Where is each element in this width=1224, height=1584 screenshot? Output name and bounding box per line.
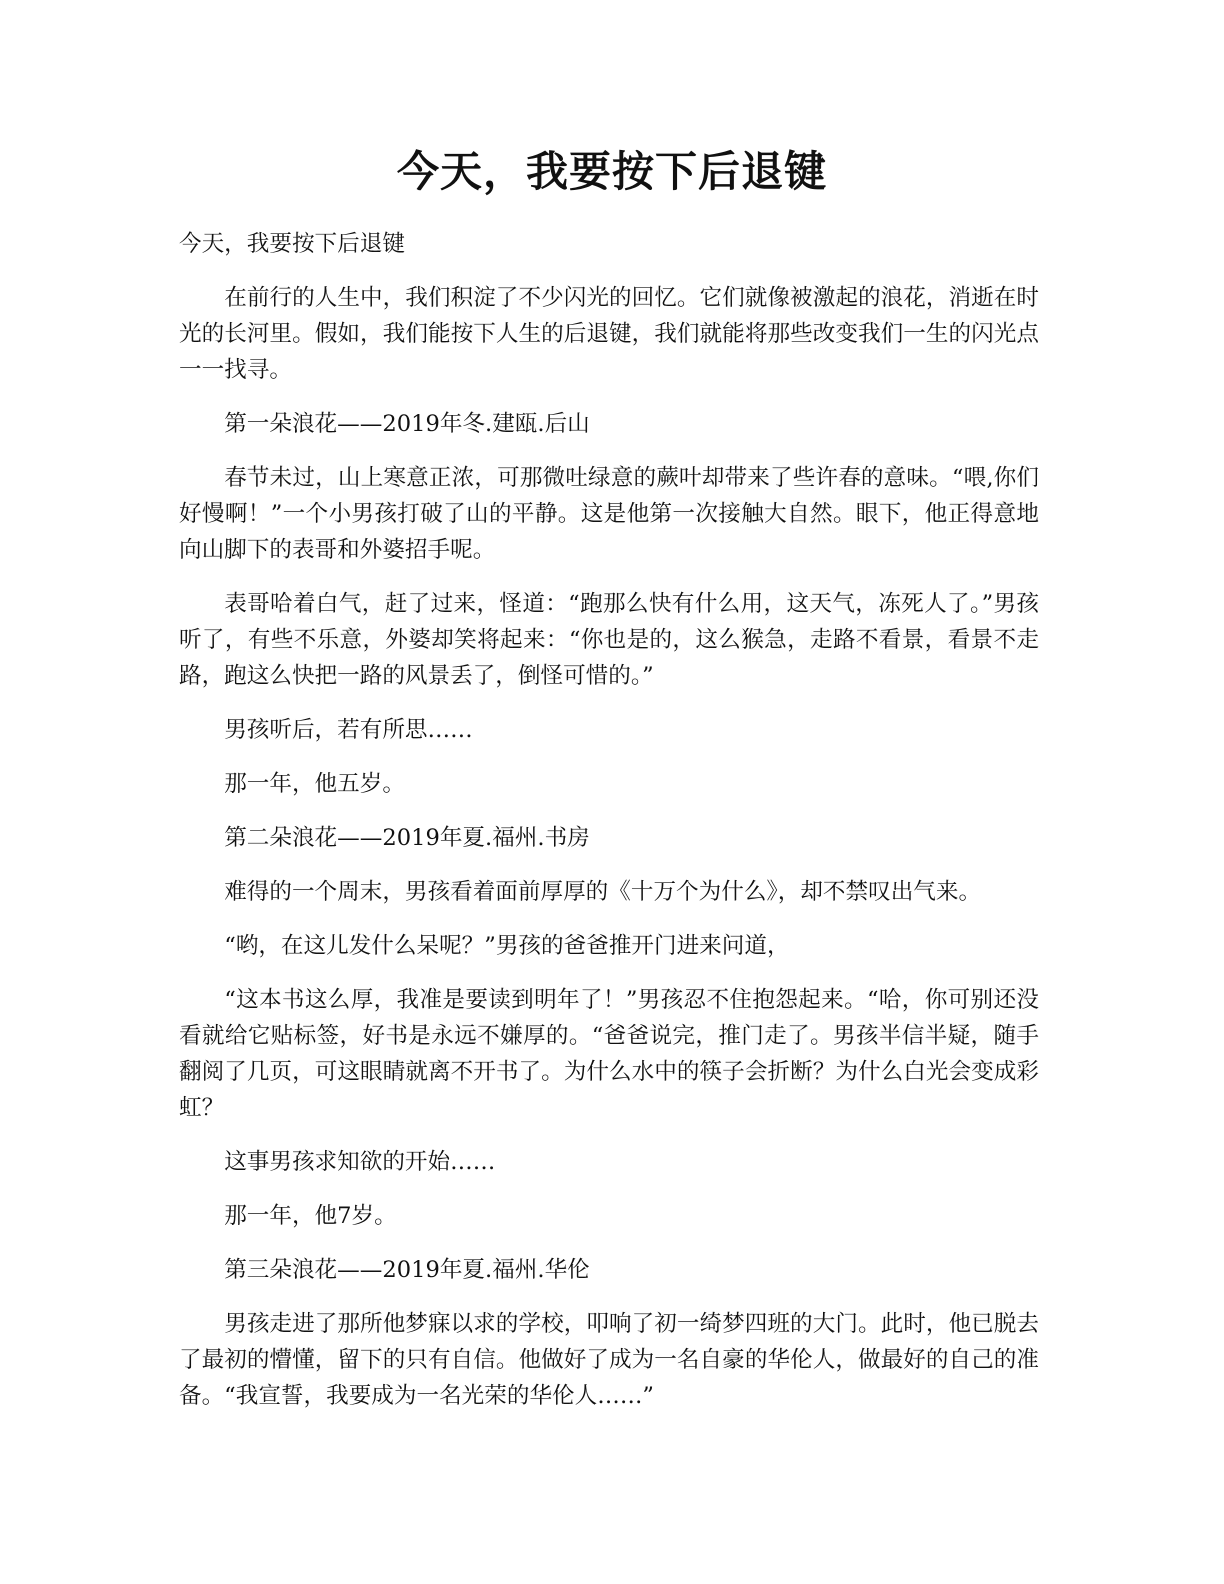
paragraph: 那一年，他五岁。 (224, 771, 405, 797)
paragraph: “哟，在这儿发什么呆呢？”男孩的爸爸推开门进来问道， (224, 933, 790, 959)
paragraph: 那一年，他7岁。 (224, 1203, 397, 1229)
paragraph: 表哥哈着白气，赶了过来，怪道：“跑那么快有什么用，这天气，冻死人了。”男孩听了，有些不乐意，外婆却笑将起来：“你也是的，这么猴急，走路不看景，看景不走路，跑这么快把一路的风景丢了，倒怪可惜的。” (179, 591, 1039, 689)
paragraph: 这事男孩求知欲的开始…… (224, 1149, 496, 1175)
section-heading: 第二朵浪花——2019年夏.福州.书房 (224, 825, 590, 851)
paragraph: 春节未过，山上寒意正浓，可那微吐绿意的蕨叶却带来了些许春的意味。“喂,你们好慢啊！”一个小男孩打破了山的平静。这是他第一次接触大自然。眼下，他正得意地向山脚下的表哥和外婆招手呢。 (179, 465, 1039, 563)
paragraph: 难得的一个周末，男孩看着面前厚厚的《十万个为什么》，却不禁叹出气来。 (224, 879, 982, 905)
section-heading: 第三朵浪花——2019年夏.福州.华伦 (224, 1257, 590, 1283)
document-title: 今天，我要按下后退键 (396, 147, 827, 196)
document-body (179, 226, 1039, 1432)
paragraph: 在前行的人生中，我们积淀了不少闪光的回忆。它们就像被激起的浪花，消逝在时光的长河里。假如，我们能按下人生的后退键，我们就能将那些改变我们一生的闪光点一一找寻。 (179, 285, 1039, 383)
paragraph: “这本书这么厚，我准是要读到明年了！”男孩忍不住抱怨起来。“哈，你可别还没看就给它贴标签，好书是永远不嫌厚的。“爸爸说完，推门走了。男孩半信半疑，随手翻阅了几页，可这眼睛就离不开书了。为什么水中的筷子会折断？为什么白光会变成彩虹？ (179, 987, 1039, 1121)
paragraph: 男孩走进了那所他梦寐以求的学校，叩响了初一绮梦四班的大门。此时，他已脱去了最初的懵懂，留下的只有自信。他做好了成为一名自豪的华伦人，做最好的自己的准备。“我宣誓，我要成为一名光荣的华伦人……” (179, 1311, 1039, 1409)
paragraph: 男孩听后，若有所思…… (224, 717, 473, 743)
section-heading: 第一朵浪花——2019年冬.建瓯.后山 (224, 411, 590, 437)
paragraph: 今天，我要按下后退键 (179, 231, 405, 257)
